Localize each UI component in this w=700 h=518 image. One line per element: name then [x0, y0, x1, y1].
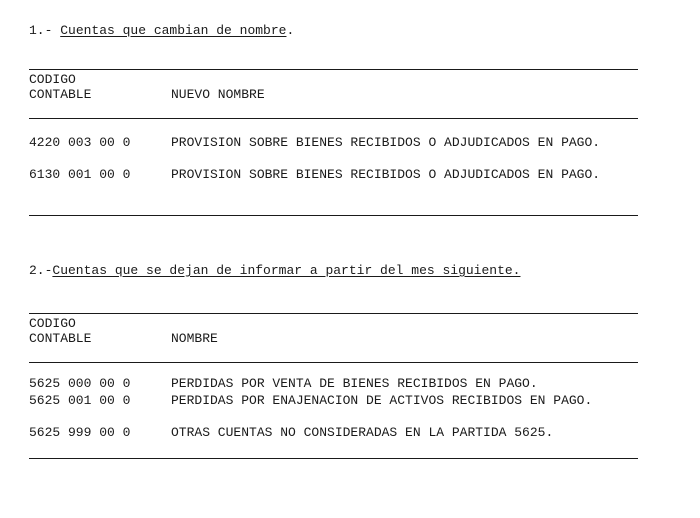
section-2-header-rule — [29, 362, 638, 363]
account-name: PROVISION SOBRE BIENES RECIBIDOS O ADJUDICADOS EN PAGO. — [171, 167, 601, 182]
section-1-heading: Cuentas que cambian de nombre — [60, 23, 287, 38]
section-2-title — [29, 264, 520, 278]
section-1-header-code-line1: CODIGO — [29, 72, 76, 87]
account-code: 5625 000 00 0 — [29, 376, 131, 391]
section-1-header-name: NUEVO NOMBRE — [171, 87, 265, 102]
section-2-top-rule — [29, 313, 638, 314]
section-1-title — [29, 24, 294, 38]
section-1-header-code-line2: CONTABLE — [29, 87, 92, 102]
account-name: PROVISION SOBRE BIENES RECIBIDOS O ADJUDICADOS EN PAGO. — [171, 135, 601, 150]
section-1-period: . — [286, 23, 295, 38]
section-2-heading: Cuentas que se dejan de informar a partir del mes siguiente. — [52, 263, 521, 278]
account-name: PERDIDAS POR VENTA DE BIENES RECIBIDOS EN PAGO. — [171, 376, 538, 391]
account-code: 4220 003 00 0 — [29, 135, 131, 150]
section-2-bottom-rule — [29, 458, 638, 459]
account-code: 5625 001 00 0 — [29, 393, 131, 408]
account-code: 5625 999 00 0 — [29, 425, 131, 440]
section-1-bottom-rule — [29, 215, 638, 216]
section-1-number: 1.- — [29, 23, 61, 38]
section-2-header-name: NOMBRE — [171, 331, 218, 346]
section-1-header-rule — [29, 118, 638, 119]
section-2-header-code-line2: CONTABLE — [29, 331, 92, 346]
section-1-top-rule — [29, 69, 638, 70]
account-code: 6130 001 00 0 — [29, 167, 131, 182]
section-2-header-code-line1: CODIGO — [29, 316, 76, 331]
account-name: OTRAS CUENTAS NO CONSIDERADAS EN LA PARTIDA 5625. — [171, 425, 554, 440]
account-name: PERDIDAS POR ENAJENACION DE ACTIVOS RECIBIDOS EN PAGO. — [171, 393, 593, 408]
section-2-number: 2.- — [29, 263, 53, 278]
